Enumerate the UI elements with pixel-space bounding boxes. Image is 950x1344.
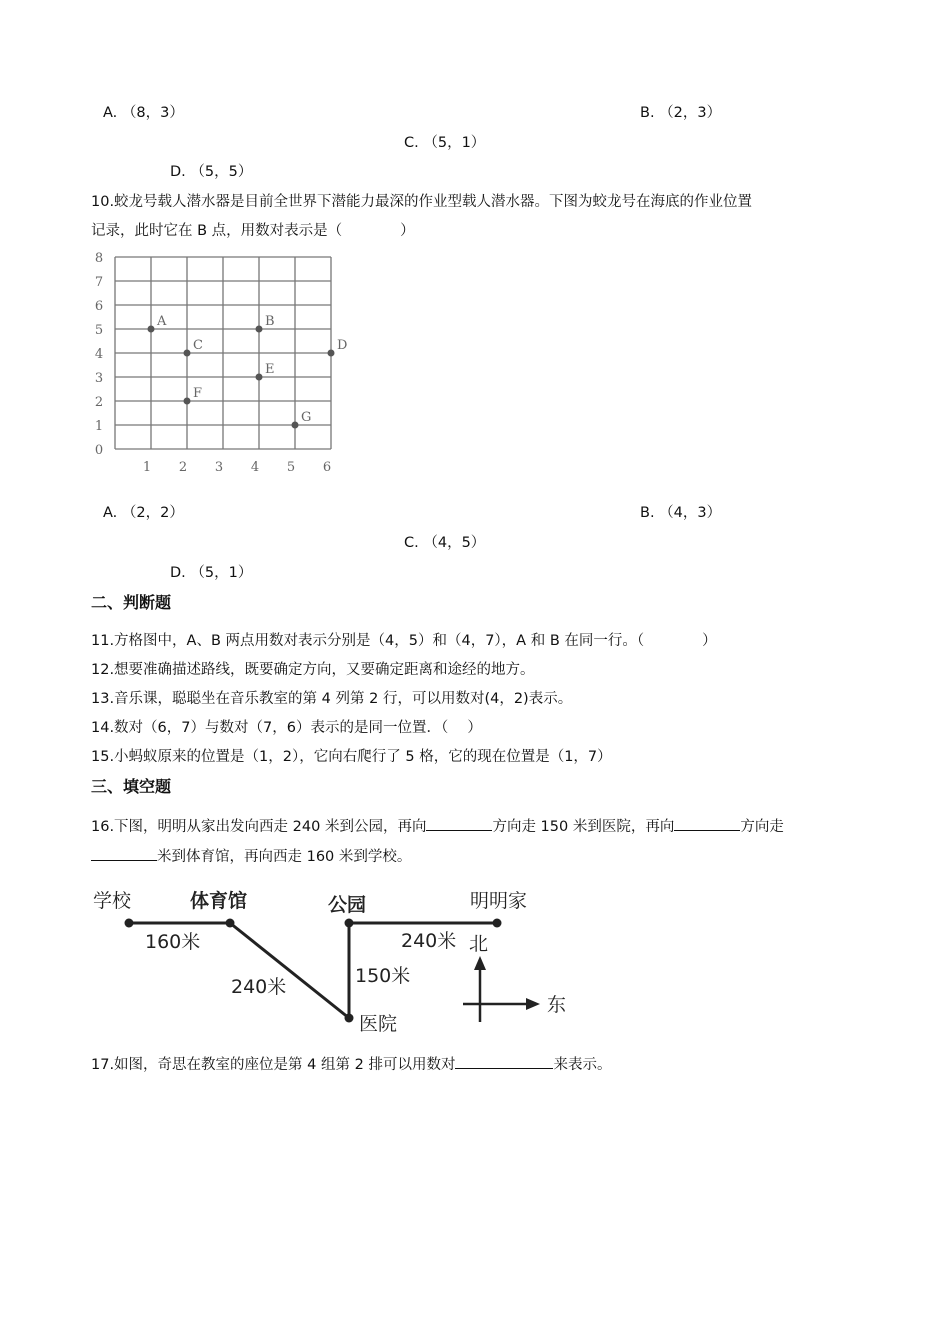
q16-blank-1[interactable]: [426, 815, 492, 831]
section2-title: 二、判断题: [91, 593, 172, 612]
grid-point-label-a: A: [157, 314, 167, 329]
grid-x-tick-label: 3: [214, 460, 224, 475]
q10-option-a: A. （2，2）: [103, 505, 184, 521]
q10-text-line1: 10.蛟龙号载人潜水器是目前全世界下潜能力最深的作业型载人潜水器。下图为蛟龙号在海底的作业位置: [91, 194, 753, 210]
q12-text: 12.想要准确描述路线，既要确定方向，又要确定距离和途经的地方。: [91, 662, 535, 678]
grid-y-tick-label: 7: [94, 275, 104, 290]
grid-point-a: [148, 326, 155, 333]
q9-option-d: D. （5，5）: [170, 164, 253, 180]
grid-x-tick-label: 4: [250, 460, 260, 475]
q13-text: 13.音乐课，聪聪坐在音乐教室的第 4 列第 2 行，可以用数对(4，2)表示。: [91, 691, 573, 707]
q16-blank-3[interactable]: [91, 845, 157, 861]
grid-y-tick-label: 4: [94, 347, 104, 362]
q16-part2: 方向走 150 米到医院，再向: [492, 819, 675, 835]
q16-line1: [91, 815, 784, 837]
q16-blank-2[interactable]: [674, 815, 740, 831]
q17-part2: 来表示。: [553, 1057, 612, 1073]
grid-point-label-b: B: [265, 314, 275, 329]
map-dist-240-top: 240米: [401, 930, 457, 952]
map-point-hospital: [345, 1014, 354, 1023]
compass-north-label: 北: [469, 933, 489, 955]
route-gym-hospital: [230, 923, 349, 1018]
grid-y-tick-label: 8: [94, 251, 104, 266]
grid-y-tick-label: 3: [94, 371, 104, 386]
q9-option-c: C. （5，1）: [404, 135, 486, 151]
grid-y-tick-label: 1: [94, 419, 104, 434]
grid-y-tick-label: 5: [94, 323, 104, 338]
grid-point-c: [184, 350, 191, 357]
map-dist-240-diagonal: 240米: [231, 976, 287, 998]
map-dist-160: 160米: [145, 931, 201, 953]
map-label-gym: 体育馆: [190, 890, 248, 912]
map-label-park: 公园: [328, 894, 367, 916]
grid-point-label-e: E: [265, 362, 275, 377]
q16-line2: [91, 845, 411, 867]
map-point-school: [125, 919, 134, 928]
map-dist-150: 150米: [355, 965, 411, 987]
q11-text: 11.方格图中，A、B 两点用数对表示分别是（4，5）和（4，7），A 和 B 在同一行。（ ）: [91, 633, 717, 649]
q10-text-line2: 记录，此时它在 B 点，用数对表示是（ ）: [91, 223, 415, 239]
q16-part3: 方向走: [740, 819, 784, 835]
map-label-home: 明明家: [470, 890, 528, 912]
grid-y-tick-label: 2: [94, 395, 104, 410]
q16-part4: 米到体育馆，再向西走 160 米到学校。: [157, 849, 412, 865]
grid-point-label-c: C: [193, 338, 203, 353]
grid-point-f: [184, 398, 191, 405]
grid-point-label-g: G: [301, 410, 312, 425]
compass-east-arrow-icon: [526, 998, 540, 1010]
q10-option-d: D. （5，1）: [170, 565, 253, 581]
grid-x-tick-label: 1: [142, 460, 152, 475]
grid-point-label-d: D: [337, 338, 348, 353]
q9-option-b: B. （2，3）: [640, 105, 722, 121]
map-point-home: [493, 919, 502, 928]
grid-y-tick-label: 6: [94, 299, 104, 314]
q16-part1: 16.下图，明明从家出发向西走 240 米到公园，再向: [91, 819, 427, 835]
compass-east-label: 东: [547, 994, 567, 1016]
grid-x-tick-label: 5: [286, 460, 296, 475]
q10-option-b: B. （4，3）: [640, 505, 722, 521]
grid-point-label-f: F: [193, 386, 203, 401]
section3-title: 三、填空题: [91, 777, 172, 796]
coordinate-grid-figure: [85, 245, 355, 485]
route-map-figure: [85, 880, 585, 1040]
grid-point-g: [292, 422, 299, 429]
map-point-park: [345, 919, 354, 928]
q9-option-a: A. （8，3）: [103, 105, 184, 121]
q15-text: 15.小蚂蚁原来的位置是（1，2），它向右爬行了 5 格，它的现在位置是（1，7）: [91, 749, 612, 765]
q17-blank[interactable]: [455, 1053, 553, 1069]
grid-y-tick-label: 0: [94, 443, 104, 458]
q17-line: [91, 1053, 611, 1075]
grid-x-tick-label: 6: [322, 460, 332, 475]
q14-text: 14.数对（6，7）与数对（7，6）表示的是同一位置．（ ）: [91, 720, 482, 736]
q10-option-c: C. （4，5）: [404, 535, 486, 551]
grid-point-d: [328, 350, 335, 357]
q17-part1: 17.如图，奇思在教室的座位是第 4 组第 2 排可以用数对: [91, 1057, 456, 1073]
compass-north-arrow-icon: [474, 956, 486, 970]
map-label-school: 学校: [93, 890, 132, 912]
grid-point-b: [256, 326, 263, 333]
grid-x-tick-label: 2: [178, 460, 188, 475]
map-point-gym: [226, 919, 235, 928]
grid-point-e: [256, 374, 263, 381]
map-label-hospital: 医院: [359, 1013, 398, 1035]
